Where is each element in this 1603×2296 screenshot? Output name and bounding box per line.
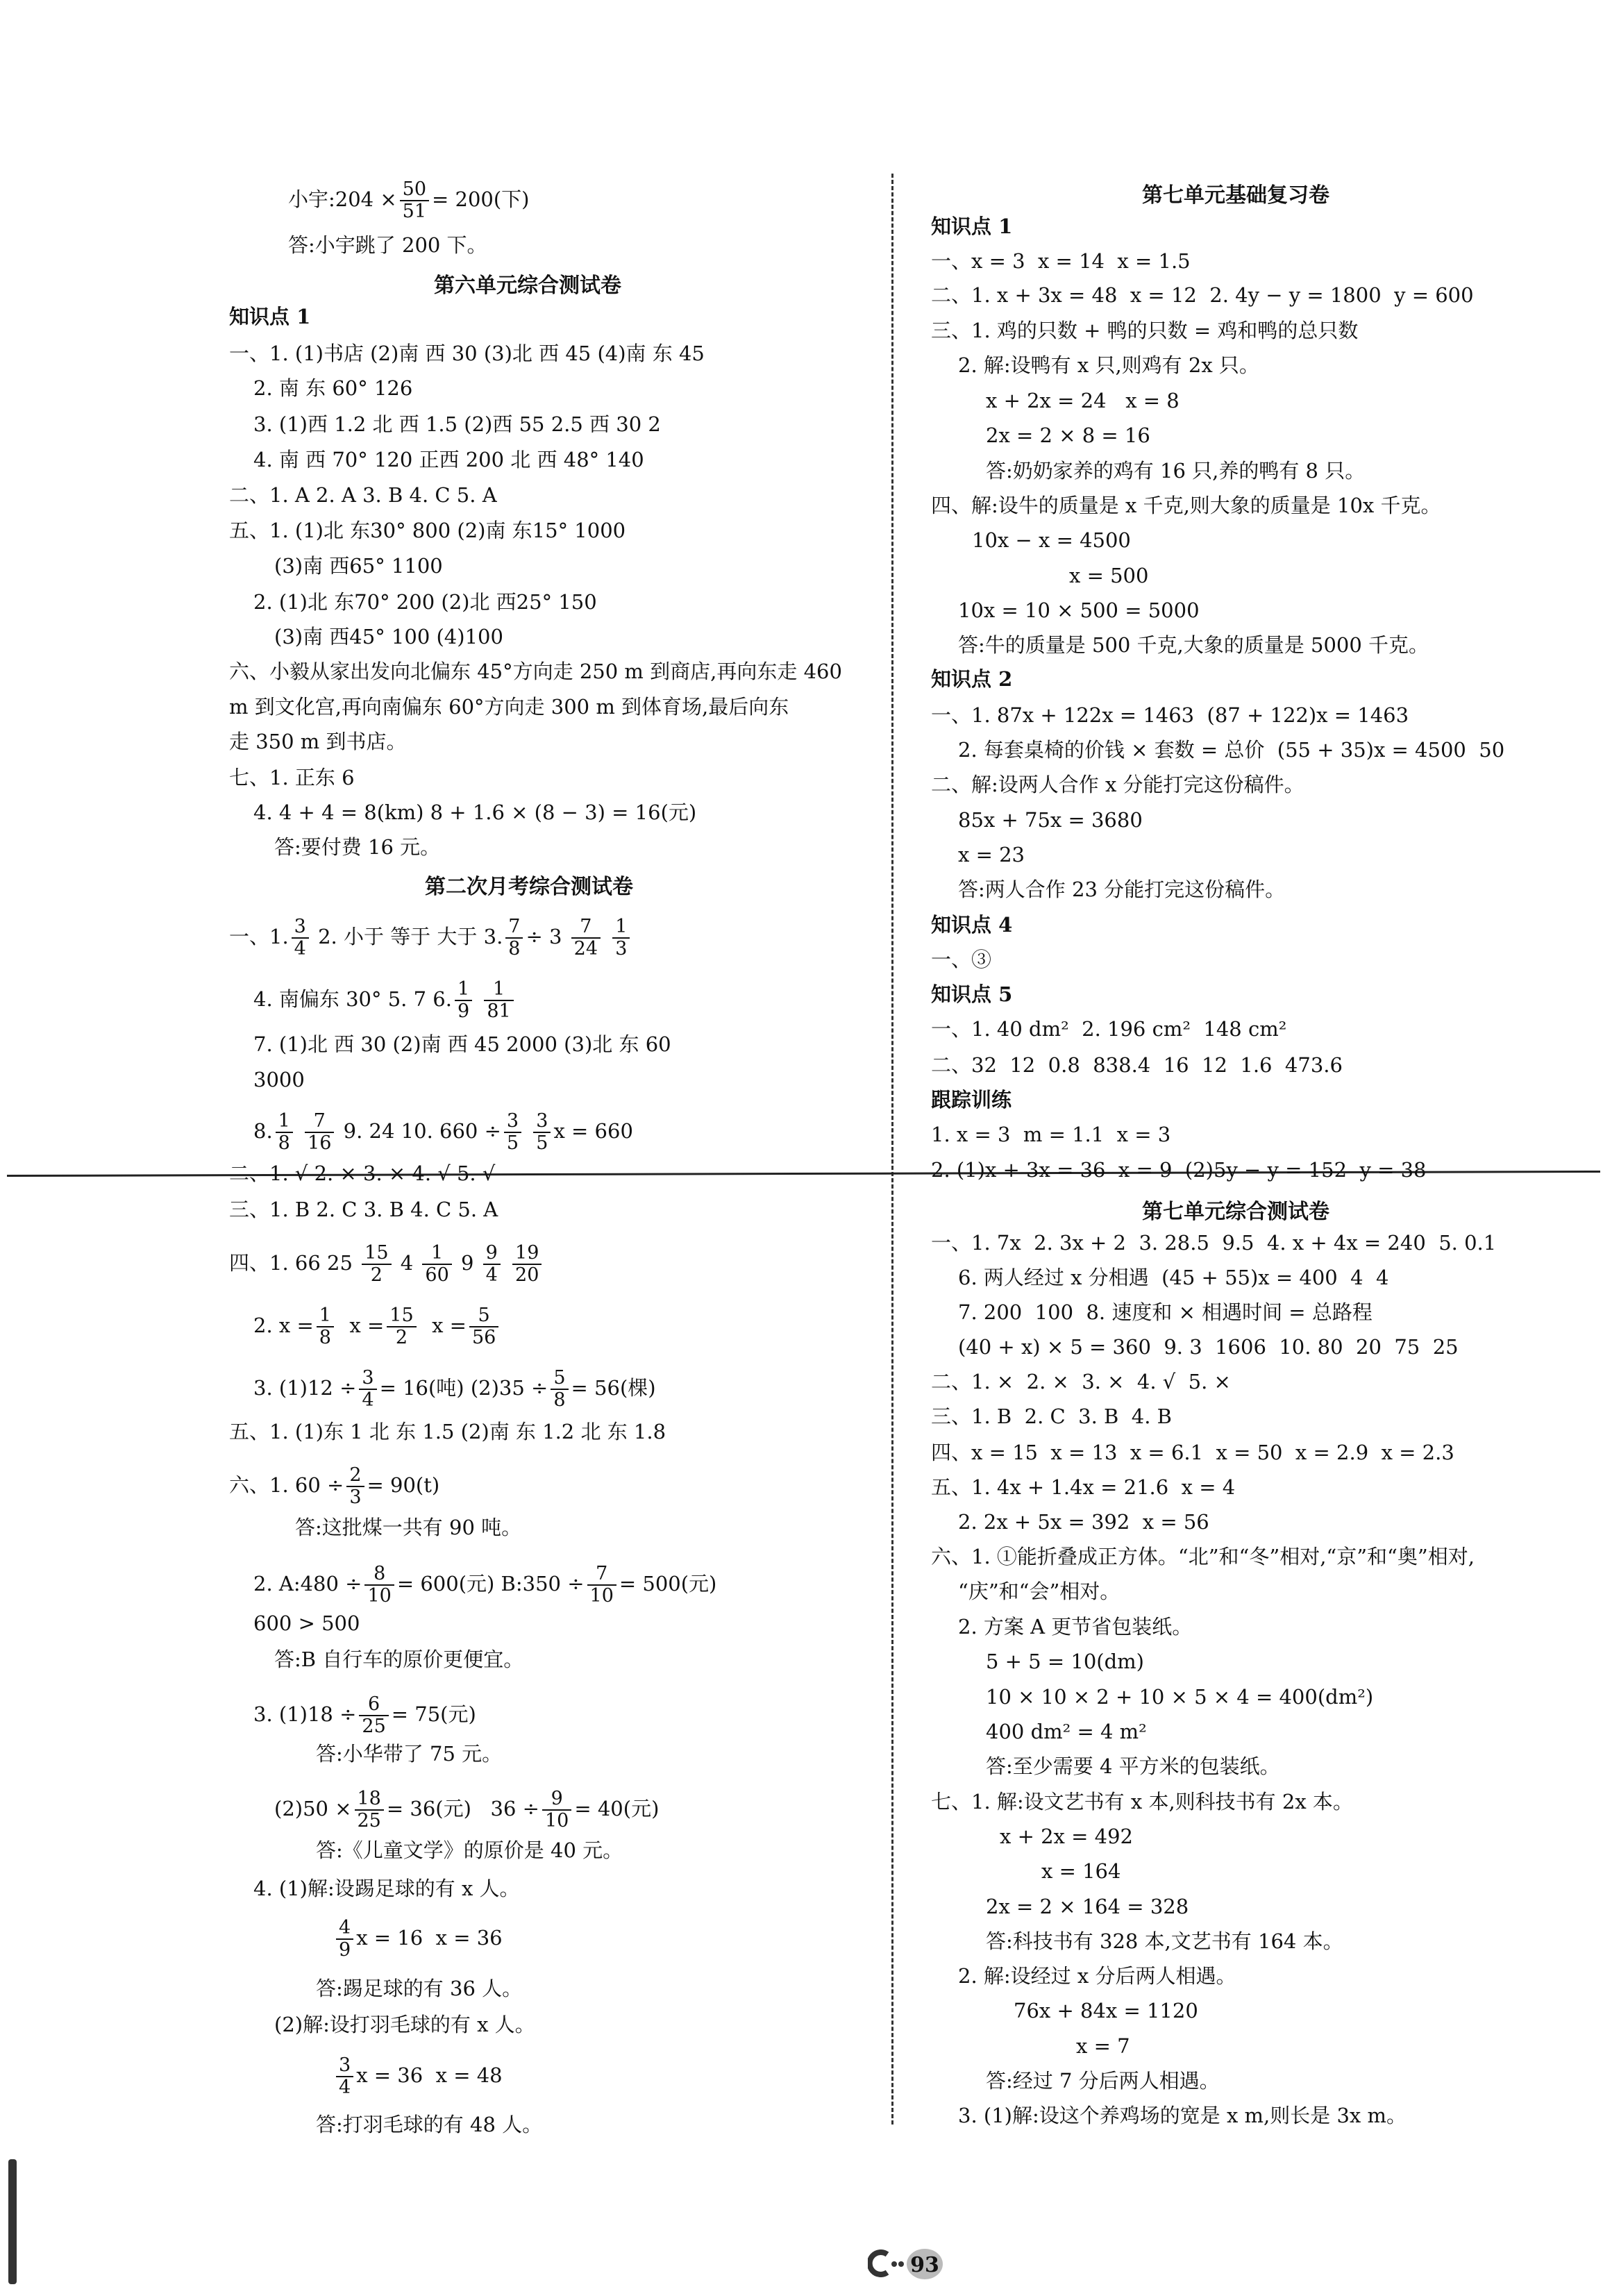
answer-line: 三、1. B 2. C 3. B 4. B: [931, 1405, 1172, 1428]
answer-line: 七、1. 正东 6: [229, 766, 355, 789]
answer-line: 六、1. ①能折叠成正方体。“北”和“冬”相对,“京”和“奥”相对,: [931, 1545, 1475, 1568]
answer-line: (2)50 × $\frac{18}{25}$ = 36(元) 36 ÷ $\frac{9}{10}$ = 40(元): [274, 1788, 660, 1832]
answer-line: 10x − x = 4500: [972, 528, 1131, 552]
answer-line: 2. 解:设鸭有 x 只,则鸡有 2x 只。: [958, 353, 1259, 377]
answer-line: 二、1. √ 2. × 3. × 4. √ 5. √: [229, 1162, 496, 1185]
answer-line: x = 500: [1069, 564, 1149, 587]
answer-line: 四、x = 15 x = 13 x = 6.1 x = 50 x = 2.9 x = 2.3: [931, 1441, 1454, 1464]
answer-line: 答:小宇跳了 200 下。: [288, 233, 487, 257]
answer-line: 三、1. 鸡的只数 + 鸭的只数 = 鸡和鸭的总只数: [931, 319, 1359, 342]
answer-line: 8. $\frac{1}{8}$ $\frac{7}{16}$ 9. 24 10. 660 ÷ $\frac{3}{5}$ $\frac{3}{5}$ x = 660: [253, 1110, 633, 1154]
answer-line: 二、1. × 2. × 3. × 4. √ 5. ×: [931, 1370, 1231, 1393]
answer-line: 2. (1)北 东70° 200 (2)北 西25° 150: [253, 590, 597, 614]
answer-line: 1. x = 3 m = 1.1 x = 3: [931, 1123, 1171, 1146]
answer-line: 3. (1)解:设这个养鸡场的宽是 x m,则长是 3x m。: [958, 2104, 1407, 2127]
answer-line: 一、1. $\frac{3}{4}$ 2. 小于 等于 大于 3. $\frac{7}{8}$ ÷ 3 $\frac{7}{24}$ $\frac{1}{3}$: [229, 916, 632, 960]
answer-line: x = 164: [1041, 1859, 1121, 1883]
page-number: 93: [910, 2253, 939, 2277]
answer-line: 五、1. (1)北 东30° 800 (2)南 东15° 1000: [229, 519, 626, 542]
answer-line: x = 23: [958, 843, 1025, 866]
decorative-dot-icon: [898, 2261, 904, 2267]
answer-line: 2. 解:设经过 x 分后两人相遇。: [958, 1964, 1236, 1988]
answer-line: 小宇:204 × $\frac{50}{51}$ = 200(下): [288, 178, 530, 222]
section-title: 第七单元综合测试卷: [1142, 1200, 1329, 1224]
answer-line: 4. (1)解:设踢足球的有 x 人。: [253, 1877, 520, 1900]
decorative-dot-icon: [891, 2261, 897, 2267]
answer-line: 2. 方案 A 更节省包装纸。: [958, 1615, 1193, 1639]
answer-line: 六、小毅从家出发向北偏东 45°方向走 250 m 到商店,再向东走 460: [229, 660, 842, 683]
answer-line: 400 dm² = 4 m²: [986, 1720, 1147, 1743]
answer-line: 一、1. 40 dm² 2. 196 cm² 148 cm²: [931, 1017, 1287, 1041]
decorative-arc-icon: [870, 2252, 887, 2274]
section-title: 第二次月考综合测试卷: [425, 875, 633, 899]
section-subheading: 跟踪训练: [931, 1088, 1012, 1112]
answer-line: 5 + 5 = 10(dm): [986, 1650, 1144, 1673]
answer-line: 2. 2x + 5x = 392 x = 56: [958, 1510, 1209, 1534]
answer-line: 一、1. 87x + 122x = 1463 (87 + 122)x = 1463: [931, 703, 1409, 727]
answer-line: 答:打羽毛球的有 48 人。: [316, 2113, 543, 2136]
answer-line: 三、1. B 2. C 3. B 4. C 5. A: [229, 1198, 498, 1221]
answer-line: (3)南 西45° 100 (4)100: [274, 625, 503, 648]
answer-line: 四、1. 66 25 $\frac{15}{2}$ 4 $\frac{1}{60}$ 9 $\frac{9}{4}$ $\frac{19}{20}$: [229, 1243, 544, 1286]
answer-line: 答:要付费 16 元。: [274, 835, 441, 859]
answer-line: 一、x = 3 x = 14 x = 1.5: [931, 249, 1191, 273]
answer-line: x = 7: [1076, 2034, 1130, 2058]
answer-line: (3)南 西65° 1100: [274, 554, 443, 578]
knowledge-point-heading: 知识点 5: [931, 982, 1013, 1006]
answer-line: 一、1. (1)书店 (2)南 西 30 (3)北 西 45 (4)南 东 45: [229, 342, 705, 365]
answer-line: 答:牛的质量是 500 千克,大象的质量是 5000 千克。: [958, 633, 1429, 657]
answer-line: 3. (1)18 ÷ $\frac{6}{25}$ = 75(元): [253, 1693, 476, 1737]
answer-line: 3000: [253, 1068, 305, 1091]
answer-line: “庆”和“会”相对。: [958, 1579, 1121, 1603]
answer-line: 答:经过 7 分后两人相遇。: [986, 2069, 1220, 2093]
answer-line: 6. 两人经过 x 分相遇 (45 + 55)x = 400 4 4: [958, 1266, 1389, 1289]
answer-line: m 到文化宫,再向南偏东 60°方向走 300 m 到体育场,最后向东: [229, 695, 789, 719]
answer-line: $\frac{4}{9}$ x = 16 x = 36: [333, 1918, 503, 1961]
knowledge-point-heading: 知识点 1: [931, 215, 1013, 238]
knowledge-point-heading: 知识点 4: [931, 913, 1013, 937]
answer-line: (40 + x) × 5 = 360 9. 3 1606 10. 80 20 75 25: [958, 1335, 1459, 1359]
answer-line: 答:奶奶家养的鸡有 16 只,养的鸭有 8 只。: [986, 459, 1366, 483]
answer-line: 4. 南 西 70° 120 正西 200 北 西 48° 140: [253, 448, 644, 471]
answer-line: 3. (1)12 ÷ $\frac{3}{4}$ = 16(吨) (2)35 ÷ $\frac{5}{8}$ = 56(棵): [253, 1367, 656, 1411]
page-number-badge: [868, 2239, 944, 2288]
answer-line: 答:两人合作 23 分能打完这份稿件。: [958, 878, 1286, 901]
answer-line: 7. (1)北 西 30 (2)南 西 45 2000 (3)北 东 60: [253, 1032, 671, 1056]
answer-line: 二、32 12 0.8 838.4 16 12 1.6 473.6: [931, 1053, 1343, 1077]
section-title: 第六单元综合测试卷: [434, 274, 621, 298]
answer-line: 答:科技书有 328 本,文艺书有 164 本。: [986, 1929, 1343, 1953]
answer-line: 答:至少需要 4 平方米的包装纸。: [986, 1754, 1280, 1778]
answer-line: 2. 每套桌椅的价钱 × 套数 = 总价 (55 + 35)x = 4500 50: [958, 738, 1505, 762]
answer-line: 85x + 75x = 3680: [958, 808, 1143, 832]
answer-line: 七、1. 解:设文艺书有 x 本,则科技书有 2x 本。: [931, 1790, 1353, 1813]
answer-line: 600 > 500: [253, 1611, 360, 1635]
answer-line: 10 × 10 × 2 + 10 × 5 × 4 = 400(dm²): [986, 1685, 1374, 1709]
answer-line: 二、解:设两人合作 x 分能打完这份稿件。: [931, 773, 1304, 796]
knowledge-point-heading: 知识点 1: [229, 305, 311, 328]
answer-line: 五、1. (1)东 1 北 东 1.5 (2)南 东 1.2 北 东 1.8: [229, 1420, 666, 1443]
knowledge-point-heading: 知识点 2: [931, 667, 1013, 691]
answer-line: 答:小华带了 75 元。: [316, 1742, 503, 1766]
answer-line: x + 2x = 24 x = 8: [986, 389, 1180, 412]
answer-line: 2. (1)x + 3x = 36 x = 9 (2)5y − y = 152 y = 38: [931, 1158, 1427, 1182]
answer-line: 六、1. 60 ÷ $\frac{2}{3}$ = 90(t): [229, 1464, 440, 1508]
answer-line: 答:这批煤一共有 90 吨。: [295, 1516, 522, 1539]
answer-line: (2)解:设打羽毛球的有 x 人。: [274, 2013, 535, 2036]
answer-line: 五、1. 4x + 1.4x = 21.6 x = 4: [931, 1475, 1236, 1499]
section-title: 第七单元基础复习卷: [1142, 183, 1329, 208]
answer-line: 答:踢足球的有 36 人。: [316, 1977, 523, 2000]
answer-line: 76x + 84x = 1120: [1014, 1999, 1198, 2022]
answer-line: 走 350 m 到书店。: [229, 730, 407, 753]
answer-line: 2. x = $\frac{1}{8}$ x = $\frac{15}{2}$ x = $\frac{5}{56}$: [253, 1305, 501, 1348]
answer-line: 2. A:480 ÷ $\frac{8}{10}$ = 600(元) B:350 ÷ $\frac{7}{10}$ = 500(元): [253, 1563, 717, 1607]
answer-line: 一、③: [931, 948, 992, 971]
answer-line: 二、1. x + 3x = 48 x = 12 2. 4y − y = 1800 y = 600: [931, 283, 1474, 307]
answer-line: $\frac{3}{4}$ x = 36 x = 48: [333, 2055, 503, 2098]
answer-line: 2. 南 东 60° 126: [253, 376, 413, 400]
answer-line: 2x = 2 × 164 = 328: [986, 1895, 1189, 1918]
answer-line: 四、解:设牛的质量是 x 千克,则大象的质量是 10x 千克。: [931, 494, 1441, 517]
answer-line: 4. 南偏东 30° 5. 7 6. $\frac{1}{9}$ $\frac{1}{81}$: [253, 979, 517, 1022]
answer-line: 10x = 10 × 500 = 5000: [958, 598, 1200, 622]
answer-line: 一、1. 7x 2. 3x + 2 3. 28.5 9.5 4. x + 4x = 240 5. 0.1: [931, 1231, 1497, 1255]
answer-line: 答:《儿童文学》的原价是 40 元。: [316, 1838, 623, 1862]
page-number-graphic: [868, 2239, 944, 2288]
answer-line: 2x = 2 × 8 = 16: [986, 424, 1150, 447]
answer-line: 答:B 自行车的原价更便宜。: [274, 1648, 524, 1671]
answer-line: 3. (1)西 1.2 北 西 1.5 (2)西 55 2.5 西 30 2: [253, 412, 661, 436]
answer-line: 7. 200 100 8. 速度和 × 相遇时间 = 总路程: [958, 1300, 1373, 1324]
answer-line: x + 2x = 492: [1000, 1825, 1133, 1848]
right-column: [892, 0, 1603, 2296]
answer-line: 4. 4 + 4 = 8(km) 8 + 1.6 × (8 − 3) = 16(元): [253, 801, 697, 824]
answer-line: 二、1. A 2. A 3. B 4. C 5. A: [229, 483, 497, 507]
